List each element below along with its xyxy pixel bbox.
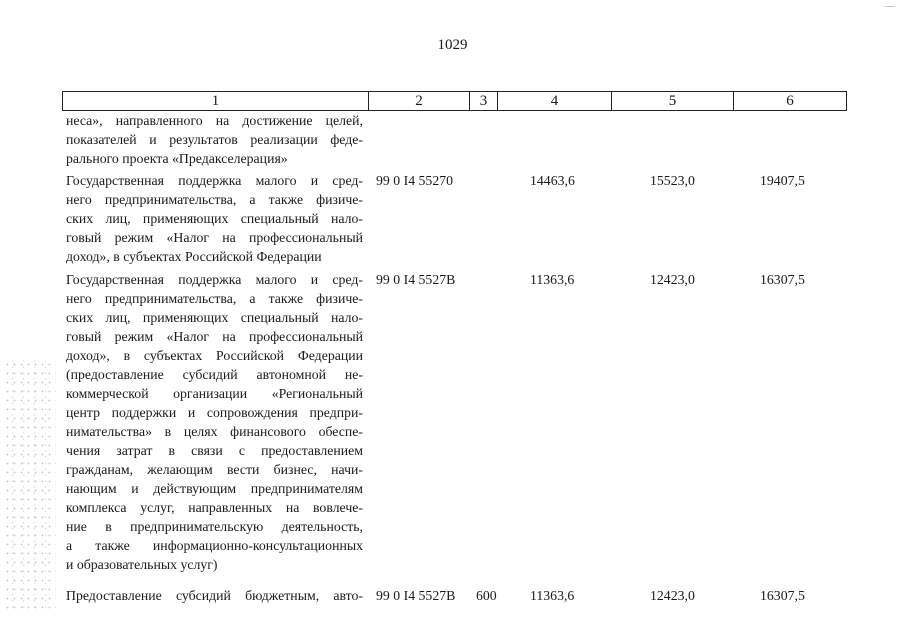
description-line: и образовательных услуг) [66,557,218,572]
budget-code: 99 0 I4 5527В [376,588,456,603]
description-line: Предоставление субсидий бюджетным, авто- [66,588,363,603]
description-line: говый режим «Налог на профессиональный [66,230,363,245]
amount-year-2: 12423,0 [650,272,695,287]
description-line: него предпринимательства, а также физиче- [66,291,363,306]
table-column-header [62,91,847,111]
scan-noise [4,360,56,610]
column-header-1: 1 [63,92,369,110]
column-header-5: 5 [612,92,734,110]
description-line: коммерческой организации «Региональный [66,386,363,401]
description-line: гражданам, желающим вести бизнес, начи- [66,462,363,477]
description-line: ских лиц, применяющих специальный нало- [66,211,363,226]
column-header-6: 6 [786,93,794,109]
description-line: доход», в субъектах Российской Федерации [66,249,322,264]
description-line: показателей и результатов реализации феде- [66,132,363,147]
table-row-description [66,111,363,168]
table-row-description [66,270,363,574]
amount-year-3: 16307,5 [760,588,805,603]
budget-code: 99 0 I4 5527В [376,272,456,287]
description-line: чения затрат в связи с предоставлением [66,443,363,458]
description-line: а также информационно-консультационных [66,538,363,553]
description-line: доход», в субъектах Российской Федерации [66,348,363,363]
description-line: Государственная поддержка малого и сред- [66,173,363,188]
description-line: (предоставление субсидий автономной не- [66,367,363,382]
description-line: ние в предпринимательскую деятельность, [66,519,363,534]
table-row-description [66,171,363,266]
description-line: Государственная поддержка малого и сред- [66,272,363,287]
amount-year-3: 19407,5 [760,173,805,188]
amount-year-1: 14463,6 [530,173,575,188]
description-line: комплекса услуг, направленных на вовлече- [66,500,363,515]
amount-year-3: 16307,5 [760,272,805,287]
description-line: ских лиц, применяющих специальный нало- [66,310,363,325]
description-line: говый режим «Налог на профессиональный [66,329,363,344]
description-line: него предпринимательства, а также физиче- [66,192,363,207]
column-header-3: 3 [470,92,498,110]
amount-year-1: 11363,6 [530,588,575,603]
description-line: нимательства» в целях финансового обеспе- [66,424,363,439]
page-number: 1029 [437,37,468,53]
table-row-description [66,586,363,605]
budget-code: 99 0 I4 55270 [376,173,454,188]
amount-year-2: 12423,0 [650,588,695,603]
expense-type-code: 600 [476,588,497,603]
description-line: центр поддержки и сопровождения предпри- [66,405,363,420]
amount-year-1: 11363,6 [530,272,575,287]
description-line: нающим и действующим предпринимателям [66,481,363,496]
column-header-4: 4 [498,92,612,110]
column-header-2: 2 [369,92,470,110]
description-line: рального проекта «Предакселерация» [66,151,288,166]
description-line: неса», направленного на достижение целей, [66,113,363,128]
scan-mark [885,6,895,7]
amount-year-2: 15523,0 [650,173,695,188]
